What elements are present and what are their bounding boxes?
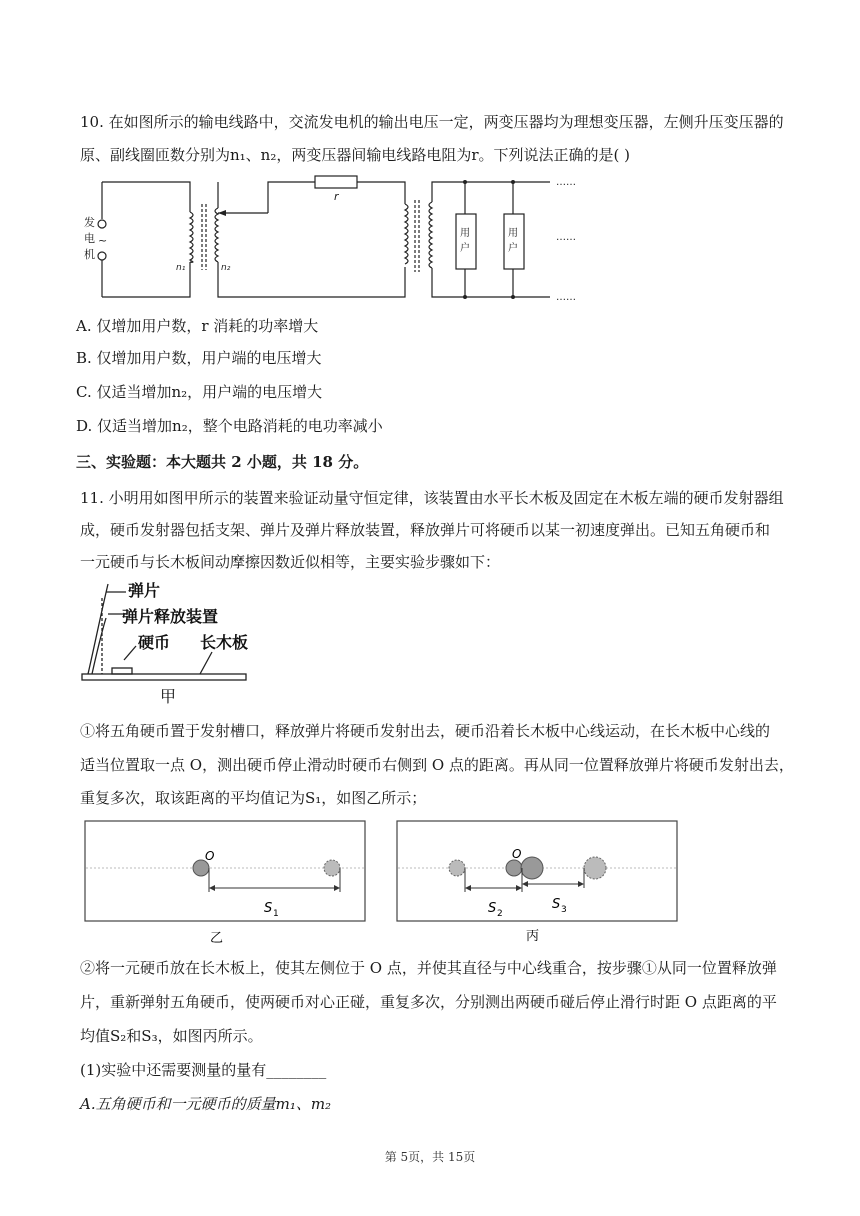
sub-question-1: (1)实验中还需要测量的量有________ [80,1061,327,1079]
figure-bing [396,820,682,946]
step1-line-2: 适当位置取一点 O，测出硬币停止滑动时硬币右侧到 O 点的距离。再从同一位置释放弹片将硬币发射出去， [80,756,794,774]
gen-char-1: 发 [84,216,95,229]
generator-tilde: ~ [98,234,108,247]
bing-label-s2-sub: 2 [497,909,503,919]
bing-label-s2: S [488,901,497,916]
q11-line-1: 11. 小明用如图甲所示的装置来验证动量守恒定律，该装置由水平长木板及固定在木板左端的硬币发射器组 [80,489,784,507]
user1-char-2: 户 [460,243,470,254]
option-b: B. 仅增加用户数，用户端的电压增大 [76,349,322,367]
dots-top: …… [556,177,576,188]
label-n2: n₂ [221,263,231,273]
page-footer: 第 5页，共 15页 [384,1150,476,1164]
user2-char-2: 户 [508,243,518,254]
section-heading: 三、实验题：本大题共 2 小题，共 18 分。 [76,453,369,471]
gen-char-2: 电 [84,232,95,245]
bing-label-o: O [512,847,522,861]
yi-label-o: O [205,849,215,863]
figure-yi [84,820,368,946]
step1-line-3: 重复多次，取该距离的平均值记为S₁，如图乙所示； [80,789,427,807]
caption-bing: 丙 [526,929,540,944]
q10-line-1: 10. 在如图所示的输电线路中，交流发电机的输出电压一定，两变压器均为理想变压器，左侧升压变压器的 [80,113,784,131]
label-spring-sheet: 弹片 [128,581,161,600]
bing-label-s3: S [552,897,561,912]
bing-label-s3-sub: 3 [561,905,567,915]
yi-label-s-sub: 1 [273,909,279,919]
step1-line-1: ①将五角硬币置于发射槽口，释放弹片将硬币发射出去，硬币沿着长木板中心线运动，在长木板中心线的 [80,722,771,740]
transmission-circuit-diagram [80,172,600,302]
gen-char-3: 机 [84,248,95,261]
label-release-device: 弹片释放装置 [122,607,219,626]
dots-mid: …… [556,232,576,243]
label-n1: n₁ [176,263,186,273]
option-a: A. 仅增加用户数，r 消耗的功率增大 [76,317,319,335]
figure-jia-apparatus [80,578,260,708]
user1-char-1: 用 [460,228,470,239]
option-d: D. 仅适当增加n₂，整个电路消耗的电功率减小 [76,417,383,435]
q11-line-3: 一元硬币与长木板间动摩擦因数近似相等，主要实验步骤如下： [80,553,501,571]
step2-line-1: ②将一元硬币放在长木板上，使其左侧位于 O 点，并使其直径与中心线重合，按步骤①从同一位置释放弹 [80,959,777,977]
user2-char-1: 用 [508,228,518,239]
step2-line-2: 片，重新弹射五角硬币，使两硬币对心正碰，重复多次，分别测出两硬币碰后停止滑行时距 O 点距离的平 [80,993,777,1011]
caption-yi: 乙 [210,931,224,946]
option-c: C. 仅适当增加n₂，用户端的电压增大 [76,383,323,401]
q10-line-2: 原、副线圈匝数分别为n₁、n₂，两变压器间输电线路电阻为r。下列说法正确的是( ) [80,146,630,164]
q11-line-2: 成，硬币发射器包括支架、弹片及弹片释放装置，释放弹片可将硬币以某一初速度弹出。已知五角硬币和 [80,521,771,539]
label-coin: 硬币 [138,633,171,652]
choice-a: A.五角硬币和一元硬币的质量m₁、m₂ [80,1095,332,1113]
caption-jia: 甲 [160,687,177,706]
dots-bottom: …… [556,292,576,302]
yi-label-s: S [264,901,273,916]
step2-line-3: 均值S₂和S₃，如图丙所示。 [80,1027,263,1045]
label-r: r [334,190,339,203]
label-long-board: 长木板 [200,633,249,652]
